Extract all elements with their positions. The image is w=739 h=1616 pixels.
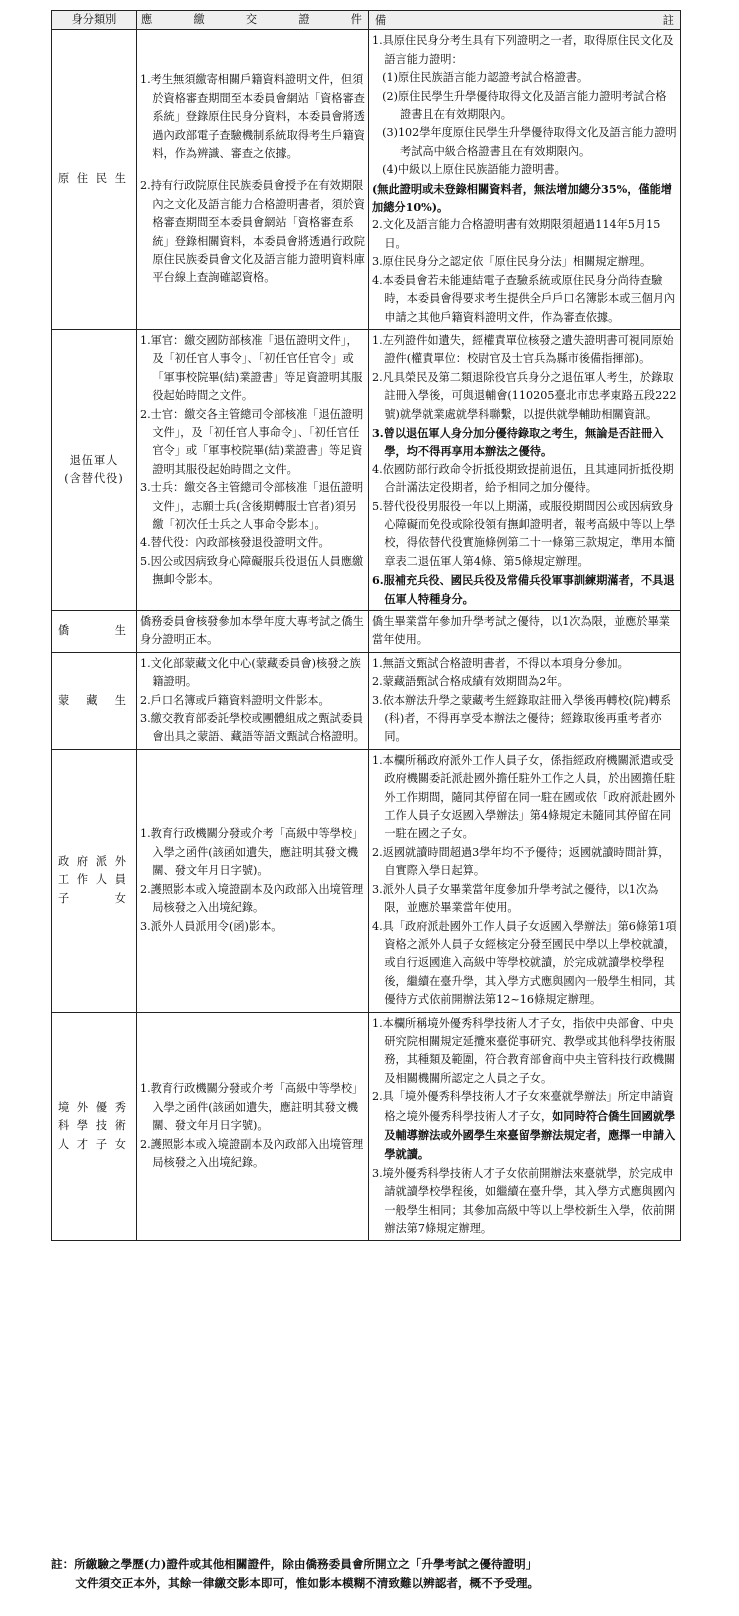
category-line: 人才子女 (58, 1137, 130, 1151)
list-item: (3)102學年度原住民學生升學優待取得文化及語言能力證明考試高中級合格證書且在有效期限內。 (382, 126, 677, 158)
list-item: 3.依本辦法升學之蒙藏考生經錄取註冊入學後再轉校(院)轉系(科)者，不得再享受本辦法之優待；經錄取後再重考者亦同。 (372, 693, 672, 744)
category-government-expat (52, 749, 137, 1012)
list-item: 3.士兵：繳交各主管總司令部核准「退伍證明文件」，志願士兵(含後期轉服士官者)須另繳「初次任士兵之人事命令影本」。 (140, 481, 364, 531)
docs-mongolian-tibetan (137, 652, 369, 749)
category-foreign-talent (52, 1012, 137, 1241)
notes-government-expat (369, 749, 681, 1012)
list-item: 6.服補充兵役、國民兵役及常備兵役軍事訓練期滿者，不具退伍軍人特種身分。 (372, 573, 675, 606)
list-item: 4.替代役：內政部核發退役證明文件。 (140, 536, 330, 550)
header-remarks-left: 備 (375, 14, 387, 27)
footnote-line2: 文件須交正本外，其餘一律繳交影本即可，惟如影本模糊不清致難以辨認者，概不予受理。 (75, 1576, 540, 1590)
category-line: 政府派外 (58, 855, 130, 869)
list-item: 2.蒙藏語甄試合格成績有效期間為2年。 (372, 675, 569, 689)
list-item: 2.護照影本或入境證副本及內政部入出境管理局核發之入出境紀錄。 (140, 1137, 364, 1170)
header-required-documents: 應 繳 交 證 件 (137, 11, 369, 30)
list-item (372, 1088, 677, 1165)
docs-foreign-talent (137, 1012, 369, 1241)
list-item: 1.教育行政機關分發或介考「高級中等學校」入學之函件(該函如遺失，應註明其發文機關、發文年月日字號)。 (140, 1082, 364, 1133)
notes-veteran (369, 329, 681, 610)
list-item: 2.返國就讀時間超過3學年均不予優待；返國就讀時間計算，自實際入學日起算。 (372, 845, 670, 878)
list-item: 3.曾以退伍軍人身分加分優待錄取之考生，無論是否註冊入學，均不得再享用本辦法之優待。 (372, 425, 664, 459)
header-remarks-right: 註 (662, 14, 674, 27)
list-item: 1.文化部蒙藏文化中心(蒙藏委員會)核發之族籍證明。 (140, 656, 361, 689)
bold-note: (無此證明或未登錄相關資料者，無法增加總分35%，僅能增加總分10%)。 (372, 181, 672, 215)
list-item: 2.凡具榮民及第二類退除役官兵身分之退伍軍人考生，於錄取註冊入學後，可與退輔會(110205臺北市忠孝東路五段222號)就學就業處就學科聯繫，以提供就學輔助相關資訊。 (372, 370, 677, 421)
category-line: 工作人員 (58, 873, 130, 887)
list-item: 2.持有行政院原住民族委員會授予在有效期限內之文化及語言能力合格證明書者，須於資格審查期間至本委員會網站「資格審查系統」登錄相關資料，本委員會將透過行政院原住民族委員會文化及語言能力證明資料庫平台線上查詢確認資格。 (140, 179, 365, 285)
list-item: 2.文化及語言能力合格證明書有效期限須超過114年5月15日。 (372, 218, 661, 250)
notes-mongolian-tibetan (369, 652, 681, 749)
list-item: (2)原住民學生升學優待取得文化及語言能力證明考試合格證書且在有效期限內。 (382, 89, 667, 122)
list-item: (1)原住民族語言能力認證考試合格證書。 (382, 71, 589, 85)
header-remarks (369, 11, 681, 30)
list-item: 3.派外人員派用令(函)影本。 (140, 919, 283, 933)
list-item: 1.具原住民身分考生具有下列證明之一者，取得原住民文化及語言能力證明： (372, 34, 674, 66)
table-row-foreign-talent (52, 1012, 681, 1241)
docs-aboriginal (137, 30, 369, 330)
list-item: 1.軍官：繳交國防部核准「退伍證明文件」，及「初任官人事令」、「初任官任官令」或「軍事校院畢(結)業證書」等足資證明其服役起始時間之文件。 (140, 333, 363, 403)
identity-table-container (51, 10, 680, 1241)
table-row-veteran (52, 329, 681, 610)
header-identity-category: 身分類別 (52, 11, 137, 30)
notes-foreign-talent (369, 1012, 681, 1241)
category-veteran (52, 329, 137, 610)
list-item: 5.替代役役男服役一年以上期滿，或服役期間因公或因病致身心障礙而免役或除役領有撫卹證明者，報考高級中等以上學校，得依替代役實施條例第二十一條第三款規定，準用本簡章表二退伍軍人第4條、第5條規定辦理。 (372, 499, 676, 568)
list-item: 1.考生無須繳寄相關戶籍資料證明文件，但須於資格審查期間至本委員會網站「資格審查系統」登錄原住民身分資料，本委員會將透過內政部電子查驗機制系統取得考生戶籍資料，作為辨識、審查之依據。 (140, 73, 365, 161)
list-item: 4.本委員會若未能連結電子查驗系統或原住民身分尚待查驗時，本委員會得要求考生提供全戶戶口名簿影本或三個月內申請之其他戶籍資料證明文件，作為審查依據。 (372, 273, 676, 324)
category-aboriginal: 原住民生 (52, 30, 137, 330)
table-row-government-expat (52, 749, 681, 1012)
note-text: 2.具「境外優秀科學技術人才子女來臺就學辦法」所定申請資格之境外優秀科學技術人才子女， (372, 1090, 674, 1123)
list-item: 1.左列證件如遺失，經權責單位核發之遺失證明書可視同原始證件(權責單位：校尉官及士官兵為縣市後備指揮部)。 (372, 333, 674, 366)
list-item: 2.士官：繳交各主管總司令部核准「退伍證明文件」，及「初任官人事命令」、「初任官任官令」或「軍事校院畢(結)業證書」等足資證明其服役起始時間之文件。 (140, 407, 364, 476)
list-item: 5.因公或因病致身心障礙服兵役退伍人員應繳撫卹令影本。 (140, 554, 364, 587)
category-overseas-chinese: 僑生 (52, 611, 137, 653)
notes-aboriginal (369, 30, 681, 330)
notes-overseas-chinese: 僑生畢業當年參加升學考試之優待，以1次為限，並應於畢業當年使用。 (369, 611, 681, 653)
list-item: 3.境外優秀科學技術人才子女依前開辦法來臺就學，於完成申請就讀學校學程後，如繼續在臺升學，其入學方式應與國內一般學生相同；其參加高級中等以上學校新生入學，依前開辦法第7條規定辦理。 (372, 1166, 676, 1235)
list-item: 2.護照影本或入境證副本及內政部入出境管理局核發之入出境紀錄。 (140, 882, 364, 915)
category-veteran-line1: 退伍軍人 (69, 453, 119, 467)
list-item: 3.原住民身分之認定依「原住民身分法」相關規定辦理。 (372, 255, 652, 269)
docs-overseas-chinese: 僑務委員會核發參加本學年度大專考試之僑生身分證明正本。 (137, 611, 369, 653)
category-veteran-line2: (含替代役) (64, 471, 124, 485)
docs-veteran (137, 329, 369, 610)
category-line: 科學技術 (58, 1119, 130, 1133)
list-item: 1.教育行政機關分發或介考「高級中等學校」入學之函件(該函如遺失，應註明其發文機關、發文年月日字號)。 (140, 827, 364, 878)
note-bold-text: 如同時符合僑生回國就學及輔導辦法或外國學生來臺留學辦法規定者，應擇一申請入學就讀。 (384, 1108, 676, 1162)
list-item: 4.依國防部行政命令折抵役期致提前退伍，且其連同折抵役期合計滿法定役期者，給予相同之加分優待。 (372, 462, 674, 495)
list-item: 3.派外人員子女畢業當年度參加升學考試之優待，以1次為限，並應於畢業當年使用。 (372, 882, 659, 915)
identity-documents-table (51, 10, 681, 1241)
list-item: 4.具「政府派赴國外工作人員子女返國入學辦法」第6條第1項資格之派外人員子女經核定分發至國民中學以上學校就讀，或自行返國進入高級中等學校就讀，於完成就讀學校學程後，繼續在臺升學，其入學方式應與國內一般學生相同，其優待方式依前開辦法第12~16條規定辦理。 (372, 919, 677, 1007)
category-line: 境外優秀 (58, 1100, 130, 1114)
footnote (51, 1555, 691, 1593)
table-header-row (52, 11, 681, 30)
list-item: 1.本欄所稱境外優秀科學技術人才子女，指依中央部會、中央研究院相關規定延攬來臺從事研究、教學或其他科學技術服務，其種類及範圍，符合教育部會商中央主管科技行政機關及相關機關所認定之人員之子女。 (372, 1016, 676, 1085)
table-row-mongolian-tibetan (52, 652, 681, 749)
category-line: 子女 (58, 891, 130, 905)
list-item: 1.本欄所稱政府派外工作人員子女，係指經政府機關派遣或受政府機關委託派赴國外擔任駐外工作之人員，於出國擔任駐外工作期間，隨同其停留在同一駐在國或依「政府派赴國外工作人員子女返國入學辦法」第4條規定未隨同其停留在同一駐在國之子女。 (372, 753, 676, 841)
table-row-overseas-chinese (52, 611, 681, 653)
list-item: (4)中級以上原住民族語能力證明書。 (382, 163, 566, 177)
category-mongolian-tibetan: 蒙藏生 (52, 652, 137, 749)
list-item: 2.戶口名簿或戶籍資料證明文件影本。 (140, 693, 330, 707)
list-item: 3.繳交教育部委託學校或團體組成之甄試委員會出具之蒙語、藏語等語文甄試合格證明。 (140, 712, 365, 744)
docs-government-expat (137, 749, 369, 1012)
list-item: 1.無語文甄試合格證明書者，不得以本項身分參加。 (372, 656, 629, 670)
table-row-aboriginal (52, 30, 681, 330)
footnote-line1: 註：所繳驗之學歷(力)證件或其他相關證件，除由僑務委員會所開立之「升學考試之優待證明」 (51, 1557, 538, 1571)
